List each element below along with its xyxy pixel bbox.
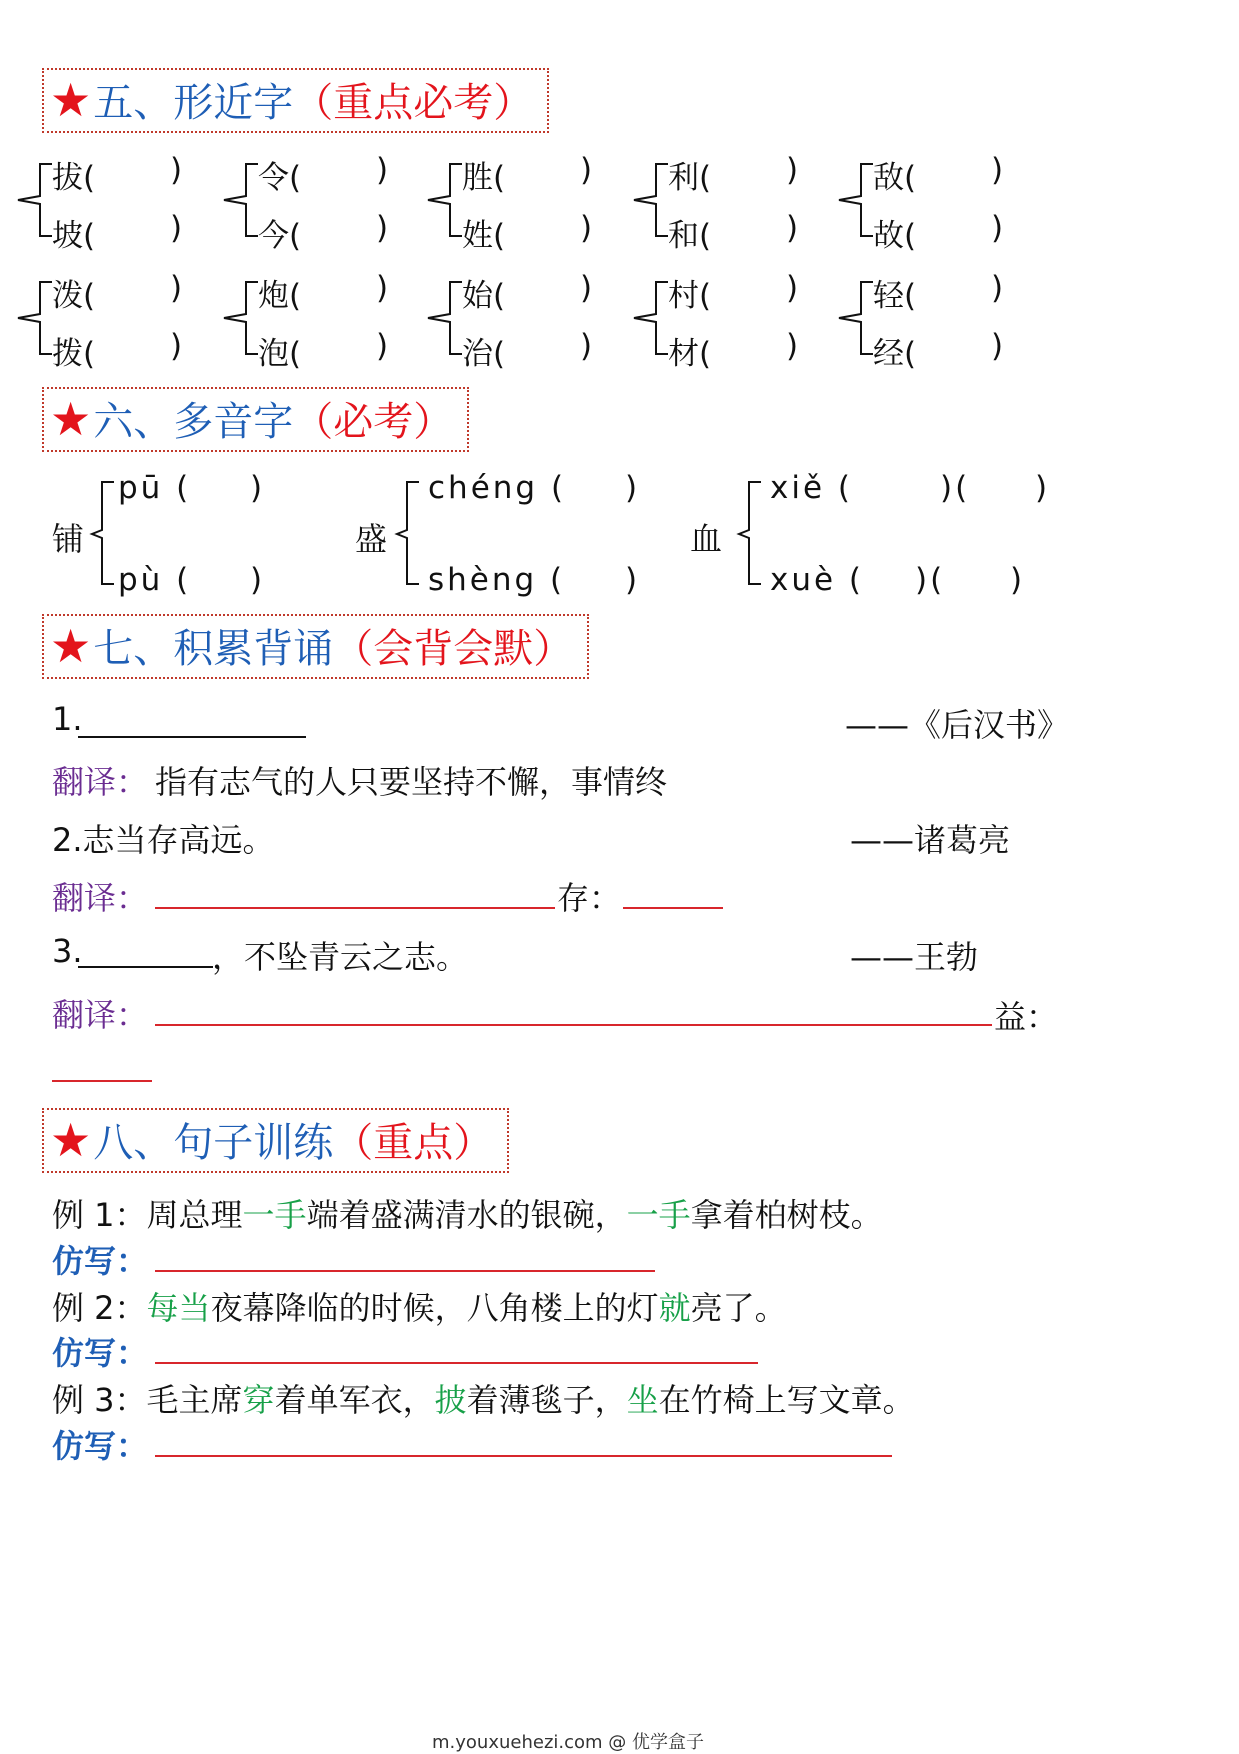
- example-3-part: 着薄毯子，: [466, 1381, 627, 1419]
- footer-watermark: m.youxuehezi.com @ 优学盒子: [432, 1732, 705, 1753]
- recite-2-text: 2.志当存高远。: [52, 821, 275, 859]
- section-5-title-text: 五、形近字: [93, 80, 294, 126]
- section-6-title-paren: （必考）: [293, 399, 454, 445]
- similar-char-item: 治(: [462, 336, 506, 372]
- pinyin-sheng-close: ): [625, 562, 641, 598]
- star-icon: ★: [50, 392, 92, 446]
- close-paren: ): [991, 210, 1004, 246]
- translation-1-label: 翻译：: [52, 763, 149, 801]
- close-paren: ): [786, 152, 799, 188]
- similar-char-item: 故(: [873, 218, 917, 254]
- recite-3-source: ——王勃: [850, 938, 979, 976]
- brace-icon: [837, 160, 877, 240]
- similar-char-item: 泼(: [52, 278, 96, 314]
- pinyin-cheng-close: ): [625, 470, 641, 506]
- recite-2-source: ——诸葛亮: [850, 821, 1011, 859]
- cun-blank[interactable]: [623, 907, 723, 909]
- yi-label: 益：: [994, 998, 1059, 1036]
- pinyin-xie-close: )(: [940, 470, 971, 506]
- similar-char-item: 利(: [668, 160, 712, 196]
- recite-1-number: 1.: [52, 700, 83, 738]
- example-3-part: 着单军衣，: [274, 1381, 435, 1419]
- close-paren: ): [170, 152, 183, 188]
- pinyin-xue: xuè (: [770, 562, 865, 598]
- recite-3-text: ，不坠青云之志。: [212, 938, 469, 976]
- pinyin-sheng: shèng (: [428, 562, 566, 598]
- close-paren: ): [580, 328, 593, 364]
- close-paren: ): [991, 328, 1004, 364]
- similar-char-item: 令(: [258, 160, 302, 196]
- pinyin-pu4-close: ): [250, 562, 266, 598]
- similar-char-item: 胜(: [462, 160, 506, 196]
- translation-2-label: 翻译：: [52, 879, 149, 917]
- example-2: [52, 1283, 787, 1329]
- example-2-part: 例 2：: [52, 1289, 147, 1327]
- translation-1-text: 指有志气的人只要坚持不懈，事情终: [155, 763, 668, 801]
- section-8-title-text: 八、句子训练: [93, 1120, 334, 1166]
- similar-char-item: 拨(: [52, 336, 96, 372]
- close-paren: ): [376, 152, 389, 188]
- section-8-title-paren: （重点）: [333, 1120, 494, 1166]
- star-icon: ★: [50, 619, 92, 673]
- brace-icon: [16, 160, 56, 240]
- example-2-part: 亮了。: [690, 1289, 787, 1327]
- brace-icon: [222, 278, 262, 358]
- close-paren: ): [580, 210, 593, 246]
- example-3-keyword: 穿: [242, 1381, 275, 1419]
- imitate-2-label: 仿写：: [52, 1334, 149, 1372]
- polyphone-char-sheng: 盛: [355, 520, 388, 558]
- close-paren: ): [786, 328, 799, 364]
- similar-char-item: 始(: [462, 278, 506, 314]
- close-paren: ): [376, 270, 389, 306]
- recite-1-blank[interactable]: [78, 736, 306, 738]
- pinyin-cheng: chéng (: [428, 470, 567, 506]
- example-1-part: 端着盛满清水的银碗，: [306, 1196, 627, 1234]
- cun-label: 存：: [557, 879, 622, 917]
- section-5-title: [42, 68, 549, 133]
- close-paren: ): [580, 152, 593, 188]
- section-5-title-paren: （重点必考）: [293, 80, 534, 126]
- close-paren: ): [170, 328, 183, 364]
- similar-char-item: 坡(: [52, 218, 96, 254]
- brace-icon: [735, 478, 765, 588]
- polyphone-char-pu: 铺: [52, 520, 85, 558]
- imitate-2-blank[interactable]: [155, 1362, 758, 1364]
- brace-icon: [393, 478, 423, 588]
- pinyin-pu1: pū (: [118, 470, 192, 506]
- pinyin-xue-close: )(: [915, 562, 946, 598]
- similar-char-item: 姓(: [462, 218, 506, 254]
- example-3-part: 在竹椅上写文章。: [658, 1381, 915, 1419]
- example-1-part: 例 1：周总理: [52, 1196, 243, 1234]
- brace-icon: [222, 160, 262, 240]
- brace-icon: [837, 278, 877, 358]
- close-paren: ): [991, 152, 1004, 188]
- section-6-title: [42, 387, 469, 452]
- pinyin-xie: xiě (: [770, 470, 853, 506]
- similar-char-item: 拔(: [52, 160, 96, 196]
- brace-icon: [426, 160, 466, 240]
- close-paren: ): [376, 210, 389, 246]
- section-6-title-text: 六、多音字: [93, 399, 294, 445]
- similar-char-item: 炮(: [258, 278, 302, 314]
- section-8-title: [42, 1108, 509, 1173]
- recite-3-blank[interactable]: [78, 966, 213, 968]
- section-7-title-paren: （会背会默）: [333, 626, 574, 672]
- imitate-3-label: 仿写：: [52, 1427, 149, 1465]
- brace-icon: [426, 278, 466, 358]
- brace-icon: [632, 160, 672, 240]
- close-paren: ): [786, 210, 799, 246]
- example-1: [52, 1190, 883, 1236]
- similar-char-item: 轻(: [873, 278, 917, 314]
- example-1-part: 拿着柏树枝。: [690, 1196, 883, 1234]
- similar-char-item: 经(: [873, 336, 917, 372]
- example-3: [52, 1375, 915, 1421]
- yi-blank[interactable]: [52, 1080, 152, 1082]
- imitate-1-label: 仿写：: [52, 1242, 149, 1280]
- example-3-keyword: 坐: [626, 1381, 659, 1419]
- similar-char-item: 村(: [668, 278, 712, 314]
- close-paren: ): [991, 270, 1004, 306]
- close-paren: ): [376, 328, 389, 364]
- similar-char-item: 敌(: [873, 160, 917, 196]
- pinyin-pu1-close: ): [250, 470, 266, 506]
- example-2-keyword: 就: [658, 1289, 691, 1327]
- close-paren: ): [580, 270, 593, 306]
- pinyin-pu4: pù (: [118, 562, 192, 598]
- translation-2-blank[interactable]: [155, 907, 555, 909]
- example-2-part: 夜幕降临的时候，八角楼上的灯: [210, 1289, 659, 1327]
- example-1-keyword: 一手: [626, 1196, 691, 1234]
- recite-1-source: ——《后汉书》: [845, 706, 1070, 744]
- star-icon: ★: [50, 1113, 92, 1167]
- close-paren: ): [786, 270, 799, 306]
- brace-icon: [632, 278, 672, 358]
- similar-char-item: 今(: [258, 218, 302, 254]
- brace-icon: [16, 278, 56, 358]
- translation-3-label: 翻译：: [52, 996, 149, 1034]
- similar-char-item: 泡(: [258, 336, 302, 372]
- brace-icon: [88, 478, 118, 588]
- similar-char-item: 和(: [668, 218, 712, 254]
- section-7-title: [42, 614, 589, 679]
- close-paren: ): [170, 270, 183, 306]
- recite-3-number: 3.: [52, 932, 83, 970]
- similar-char-item: 材(: [668, 336, 712, 372]
- pinyin-xue-close2: ): [1010, 562, 1026, 598]
- close-paren: ): [170, 210, 183, 246]
- imitate-3-blank[interactable]: [155, 1455, 892, 1457]
- polyphone-char-xue: 血: [690, 520, 723, 558]
- example-1-keyword: 一手: [242, 1196, 307, 1234]
- imitate-1-blank[interactable]: [155, 1270, 655, 1272]
- pinyin-xie-close2: ): [1035, 470, 1051, 506]
- star-icon: ★: [50, 73, 92, 127]
- translation-3-blank[interactable]: [155, 1024, 992, 1026]
- example-3-keyword: 披: [434, 1381, 467, 1419]
- example-3-part: 例 3：毛主席: [52, 1381, 243, 1419]
- section-7-title-text: 七、积累背诵: [93, 626, 334, 672]
- example-2-keyword: 每当: [146, 1289, 211, 1327]
